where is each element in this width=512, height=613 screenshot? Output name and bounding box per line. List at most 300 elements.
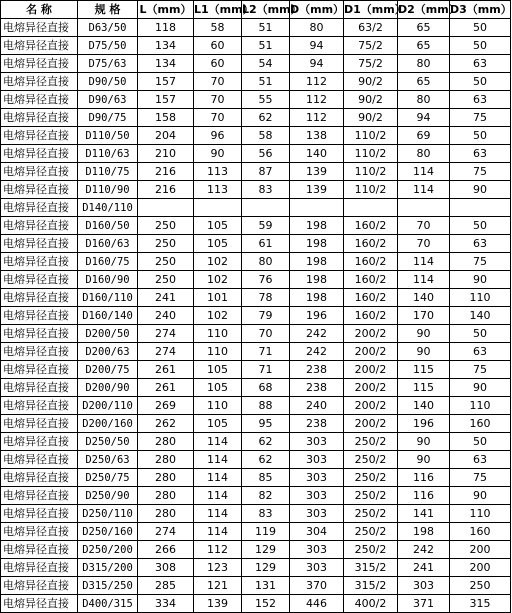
- cell-d: 198: [290, 253, 344, 271]
- cell-d: 242: [290, 343, 344, 361]
- table-row: [1, 361, 511, 379]
- cell-d3: 110: [450, 289, 511, 307]
- cell-d1: 200/2: [344, 379, 398, 397]
- cell-d: 139: [290, 181, 344, 199]
- table-row: [1, 487, 511, 505]
- cell-d: 112: [290, 91, 344, 109]
- cell-l2: 83: [242, 505, 290, 523]
- cell-d1: 110/2: [344, 145, 398, 163]
- cell-d3: 110: [450, 505, 511, 523]
- header-d3: D3（mm）: [450, 1, 511, 19]
- cell-d3: 90: [450, 379, 511, 397]
- cell-spec: D110/50: [78, 127, 138, 145]
- table-row: [1, 577, 511, 595]
- table-row: [1, 109, 511, 127]
- cell-name: 电熔异径直接: [1, 127, 78, 145]
- table-row: [1, 127, 511, 145]
- cell-l2: 54: [242, 55, 290, 73]
- cell-spec: D160/140: [78, 307, 138, 325]
- cell-spec: D110/90: [78, 181, 138, 199]
- cell-name: 电熔异径直接: [1, 577, 78, 595]
- cell-d2: 114: [398, 271, 450, 289]
- cell-l1: 90: [194, 145, 242, 163]
- table-row: [1, 505, 511, 523]
- cell-l: 269: [138, 397, 194, 415]
- cell-name: 电熔异径直接: [1, 343, 78, 361]
- cell-l1: 58: [194, 19, 242, 37]
- table-row: [1, 289, 511, 307]
- cell-d: 303: [290, 451, 344, 469]
- cell-d1: 315/2: [344, 577, 398, 595]
- cell-d: 303: [290, 433, 344, 451]
- cell-name: 电熔异径直接: [1, 505, 78, 523]
- cell-l2: 71: [242, 361, 290, 379]
- cell-name: 电熔异径直接: [1, 559, 78, 577]
- cell-d: 240: [290, 397, 344, 415]
- cell-l2: 62: [242, 433, 290, 451]
- cell-l1: 102: [194, 253, 242, 271]
- cell-d1: 250/2: [344, 541, 398, 559]
- header-d1: D1（mm）: [344, 1, 398, 19]
- cell-d1: 315/2: [344, 559, 398, 577]
- cell-l1: 113: [194, 181, 242, 199]
- cell-l: 250: [138, 253, 194, 271]
- cell-spec: D63/50: [78, 19, 138, 37]
- cell-spec: D75/50: [78, 37, 138, 55]
- cell-d1: 110/2: [344, 163, 398, 181]
- cell-l1: 114: [194, 451, 242, 469]
- table-row: [1, 145, 511, 163]
- cell-l2: 51: [242, 73, 290, 91]
- cell-d1: 160/2: [344, 271, 398, 289]
- cell-l2: 55: [242, 91, 290, 109]
- cell-d3: 200: [450, 559, 511, 577]
- cell-spec: D160/90: [78, 271, 138, 289]
- cell-l: 262: [138, 415, 194, 433]
- cell-d2: 242: [398, 541, 450, 559]
- cell-spec: D200/160: [78, 415, 138, 433]
- cell-l: 274: [138, 343, 194, 361]
- cell-d: 303: [290, 541, 344, 559]
- cell-l2: 68: [242, 379, 290, 397]
- cell-d2: 114: [398, 181, 450, 199]
- cell-spec: D160/63: [78, 235, 138, 253]
- cell-l: 216: [138, 163, 194, 181]
- table-row: [1, 19, 511, 37]
- table-row: [1, 235, 511, 253]
- cell-d3: 140: [450, 307, 511, 325]
- cell-spec: D200/110: [78, 397, 138, 415]
- cell-l1: 112: [194, 541, 242, 559]
- cell-d: 198: [290, 217, 344, 235]
- cell-l1: 114: [194, 487, 242, 505]
- cell-l2: 95: [242, 415, 290, 433]
- table-row: [1, 55, 511, 73]
- table-row: [1, 343, 511, 361]
- cell-l: 280: [138, 487, 194, 505]
- cell-l2: 83: [242, 181, 290, 199]
- cell-l: 157: [138, 91, 194, 109]
- cell-d1: 200/2: [344, 415, 398, 433]
- cell-l2: [242, 199, 290, 217]
- cell-d3: 63: [450, 451, 511, 469]
- cell-l1: 110: [194, 325, 242, 343]
- cell-l1: 114: [194, 469, 242, 487]
- cell-d1: 160/2: [344, 235, 398, 253]
- cell-l2: 51: [242, 37, 290, 55]
- cell-spec: D315/200: [78, 559, 138, 577]
- table-row: [1, 397, 511, 415]
- cell-d2: 115: [398, 361, 450, 379]
- cell-spec: D140/110: [78, 199, 138, 217]
- cell-d3: 160: [450, 523, 511, 541]
- cell-spec: D315/250: [78, 577, 138, 595]
- cell-d1: 200/2: [344, 397, 398, 415]
- cell-d1: 90/2: [344, 91, 398, 109]
- cell-l: 134: [138, 55, 194, 73]
- cell-l: 240: [138, 307, 194, 325]
- cell-d: 94: [290, 55, 344, 73]
- cell-name: 电熔异径直接: [1, 235, 78, 253]
- cell-l1: 105: [194, 379, 242, 397]
- cell-d3: 50: [450, 37, 511, 55]
- cell-d: 112: [290, 109, 344, 127]
- cell-d1: 200/2: [344, 325, 398, 343]
- cell-l: 266: [138, 541, 194, 559]
- table-row: [1, 433, 511, 451]
- table-row: [1, 523, 511, 541]
- cell-d3: 75: [450, 163, 511, 181]
- cell-name: 电熔异径直接: [1, 37, 78, 55]
- cell-d2: 114: [398, 253, 450, 271]
- cell-d1: 250/2: [344, 487, 398, 505]
- cell-d: 303: [290, 505, 344, 523]
- cell-d3: 63: [450, 55, 511, 73]
- cell-d: 370: [290, 577, 344, 595]
- cell-d2: 198: [398, 523, 450, 541]
- cell-l2: 79: [242, 307, 290, 325]
- cell-d1: 110/2: [344, 127, 398, 145]
- cell-l1: 102: [194, 307, 242, 325]
- cell-l2: 88: [242, 397, 290, 415]
- cell-l1: 60: [194, 37, 242, 55]
- cell-d3: 200: [450, 541, 511, 559]
- cell-l1: 101: [194, 289, 242, 307]
- cell-l2: 129: [242, 541, 290, 559]
- cell-d: 198: [290, 271, 344, 289]
- cell-name: 电熔异径直接: [1, 55, 78, 73]
- cell-l2: 59: [242, 217, 290, 235]
- cell-d: 303: [290, 469, 344, 487]
- cell-d1: 200/2: [344, 343, 398, 361]
- cell-l: 210: [138, 145, 194, 163]
- cell-l1: 113: [194, 163, 242, 181]
- cell-spec: D250/75: [78, 469, 138, 487]
- header-d: D（mm）: [290, 1, 344, 19]
- cell-d3: 50: [450, 325, 511, 343]
- cell-l: 216: [138, 181, 194, 199]
- cell-d2: 303: [398, 577, 450, 595]
- cell-d2: 140: [398, 397, 450, 415]
- cell-d: 242: [290, 325, 344, 343]
- cell-name: 电熔异径直接: [1, 199, 78, 217]
- cell-d1: 250/2: [344, 451, 398, 469]
- cell-d2: 140: [398, 289, 450, 307]
- cell-d2: 80: [398, 55, 450, 73]
- cell-d1: 110/2: [344, 181, 398, 199]
- header-row: [1, 1, 511, 19]
- cell-name: 电熔异径直接: [1, 415, 78, 433]
- cell-d2: 65: [398, 37, 450, 55]
- cell-d1: 75/2: [344, 55, 398, 73]
- cell-spec: D160/110: [78, 289, 138, 307]
- cell-d2: [398, 199, 450, 217]
- cell-l2: 61: [242, 235, 290, 253]
- cell-d3: 75: [450, 253, 511, 271]
- cell-l: 250: [138, 217, 194, 235]
- cell-l: 334: [138, 595, 194, 613]
- table-row: [1, 469, 511, 487]
- cell-d2: 70: [398, 217, 450, 235]
- cell-l1: 105: [194, 415, 242, 433]
- cell-name: 电熔异径直接: [1, 397, 78, 415]
- cell-d1: 160/2: [344, 217, 398, 235]
- header-name: 名 称: [1, 1, 78, 19]
- cell-d2: 90: [398, 325, 450, 343]
- cell-l1: 70: [194, 91, 242, 109]
- cell-l: 280: [138, 433, 194, 451]
- cell-d: [290, 199, 344, 217]
- cell-l: 158: [138, 109, 194, 127]
- cell-name: 电熔异径直接: [1, 451, 78, 469]
- cell-d: 112: [290, 73, 344, 91]
- cell-name: 电熔异径直接: [1, 469, 78, 487]
- cell-d2: 170: [398, 307, 450, 325]
- cell-spec: D250/50: [78, 433, 138, 451]
- cell-d1: 400/2: [344, 595, 398, 613]
- cell-l1: 121: [194, 577, 242, 595]
- cell-l1: [194, 199, 242, 217]
- cell-l2: 119: [242, 523, 290, 541]
- cell-l2: 71: [242, 343, 290, 361]
- cell-l1: 110: [194, 397, 242, 415]
- cell-l1: 105: [194, 361, 242, 379]
- cell-d2: 241: [398, 559, 450, 577]
- cell-l1: 105: [194, 217, 242, 235]
- cell-l: 250: [138, 271, 194, 289]
- cell-spec: D90/63: [78, 91, 138, 109]
- cell-name: 电熔异径直接: [1, 487, 78, 505]
- cell-d2: 116: [398, 487, 450, 505]
- cell-spec: D250/110: [78, 505, 138, 523]
- cell-l: 261: [138, 379, 194, 397]
- cell-l1: 102: [194, 271, 242, 289]
- cell-d2: 371: [398, 595, 450, 613]
- cell-d3: 50: [450, 127, 511, 145]
- cell-d3: 90: [450, 181, 511, 199]
- cell-l: 308: [138, 559, 194, 577]
- cell-d3: 250: [450, 577, 511, 595]
- cell-d: 196: [290, 307, 344, 325]
- cell-d2: 90: [398, 433, 450, 451]
- cell-l2: 129: [242, 559, 290, 577]
- cell-l: 274: [138, 523, 194, 541]
- cell-d2: 116: [398, 469, 450, 487]
- cell-l: 241: [138, 289, 194, 307]
- cell-d3: 160: [450, 415, 511, 433]
- cell-l: 280: [138, 451, 194, 469]
- header-d2: D2（mm）: [398, 1, 450, 19]
- cell-spec: D110/63: [78, 145, 138, 163]
- header-spec: 规 格: [78, 1, 138, 19]
- cell-l2: 80: [242, 253, 290, 271]
- cell-d2: 94: [398, 109, 450, 127]
- cell-l: 204: [138, 127, 194, 145]
- cell-d: 238: [290, 361, 344, 379]
- cell-l2: 87: [242, 163, 290, 181]
- cell-d3: 50: [450, 217, 511, 235]
- table-row: [1, 91, 511, 109]
- cell-l1: 114: [194, 433, 242, 451]
- cell-d2: 90: [398, 451, 450, 469]
- cell-d3: 315: [450, 595, 511, 613]
- cell-d1: [344, 199, 398, 217]
- cell-d1: 250/2: [344, 433, 398, 451]
- cell-d2: 80: [398, 91, 450, 109]
- cell-l1: 114: [194, 523, 242, 541]
- cell-l2: 56: [242, 145, 290, 163]
- cell-l1: 70: [194, 109, 242, 127]
- cell-l: 157: [138, 73, 194, 91]
- cell-l1: 123: [194, 559, 242, 577]
- cell-d1: 160/2: [344, 307, 398, 325]
- cell-d: 139: [290, 163, 344, 181]
- cell-d1: 250/2: [344, 505, 398, 523]
- cell-d3: 50: [450, 73, 511, 91]
- cell-d1: 160/2: [344, 253, 398, 271]
- cell-spec: D110/75: [78, 163, 138, 181]
- table-row: [1, 199, 511, 217]
- cell-d3: 63: [450, 145, 511, 163]
- cell-name: 电熔异径直接: [1, 541, 78, 559]
- cell-spec: D200/50: [78, 325, 138, 343]
- cell-l2: 62: [242, 451, 290, 469]
- table-row: [1, 37, 511, 55]
- cell-d2: 80: [398, 145, 450, 163]
- cell-name: 电熔异径直接: [1, 379, 78, 397]
- cell-name: 电熔异径直接: [1, 271, 78, 289]
- cell-d2: 65: [398, 73, 450, 91]
- cell-d2: 114: [398, 163, 450, 181]
- cell-name: 电熔异径直接: [1, 181, 78, 199]
- header-l2: L2（mm）: [242, 1, 290, 19]
- cell-l: 274: [138, 325, 194, 343]
- cell-l2: 85: [242, 469, 290, 487]
- table-row: [1, 415, 511, 433]
- cell-name: 电熔异径直接: [1, 289, 78, 307]
- cell-d1: 90/2: [344, 73, 398, 91]
- cell-d: 304: [290, 523, 344, 541]
- cell-l: 261: [138, 361, 194, 379]
- cell-d: 198: [290, 289, 344, 307]
- cell-d1: 250/2: [344, 523, 398, 541]
- table-row: [1, 451, 511, 469]
- cell-spec: D75/63: [78, 55, 138, 73]
- cell-d3: 75: [450, 361, 511, 379]
- table-row: [1, 559, 511, 577]
- cell-d1: 63/2: [344, 19, 398, 37]
- cell-d3: 90: [450, 271, 511, 289]
- cell-name: 电熔异径直接: [1, 325, 78, 343]
- cell-d: 303: [290, 559, 344, 577]
- cell-d3: 63: [450, 235, 511, 253]
- cell-l: 118: [138, 19, 194, 37]
- cell-d: 94: [290, 37, 344, 55]
- cell-d2: 70: [398, 235, 450, 253]
- cell-d: 446: [290, 595, 344, 613]
- cell-l2: 62: [242, 109, 290, 127]
- cell-d2: 65: [398, 19, 450, 37]
- cell-l1: 96: [194, 127, 242, 145]
- cell-d: 238: [290, 415, 344, 433]
- cell-d3: 63: [450, 91, 511, 109]
- table-row: [1, 181, 511, 199]
- cell-d: 140: [290, 145, 344, 163]
- cell-d1: 250/2: [344, 469, 398, 487]
- table-body: [1, 19, 511, 613]
- table-row: [1, 595, 511, 613]
- cell-d3: 63: [450, 343, 511, 361]
- cell-d2: 115: [398, 379, 450, 397]
- cell-d3: 75: [450, 109, 511, 127]
- cell-spec: D250/63: [78, 451, 138, 469]
- cell-l2: 78: [242, 289, 290, 307]
- table-row: [1, 253, 511, 271]
- cell-name: 电熔异径直接: [1, 433, 78, 451]
- cell-spec: D250/160: [78, 523, 138, 541]
- cell-spec: D200/90: [78, 379, 138, 397]
- cell-d2: 69: [398, 127, 450, 145]
- table-row: [1, 73, 511, 91]
- cell-l1: 110: [194, 343, 242, 361]
- cell-d: 80: [290, 19, 344, 37]
- cell-spec: D90/50: [78, 73, 138, 91]
- cell-l: 280: [138, 505, 194, 523]
- cell-name: 电熔异径直接: [1, 307, 78, 325]
- cell-l1: 105: [194, 235, 242, 253]
- table-row: [1, 379, 511, 397]
- cell-d3: 90: [450, 487, 511, 505]
- cell-name: 电熔异径直接: [1, 19, 78, 37]
- cell-name: 电熔异径直接: [1, 109, 78, 127]
- cell-l2: 152: [242, 595, 290, 613]
- table-row: [1, 307, 511, 325]
- cell-d3: 75: [450, 469, 511, 487]
- cell-l1: 60: [194, 55, 242, 73]
- cell-d1: 75/2: [344, 37, 398, 55]
- cell-spec: D90/75: [78, 109, 138, 127]
- table-row: [1, 163, 511, 181]
- cell-l: 285: [138, 577, 194, 595]
- cell-name: 电熔异径直接: [1, 163, 78, 181]
- cell-l2: 58: [242, 127, 290, 145]
- cell-spec: D250/200: [78, 541, 138, 559]
- cell-d3: [450, 199, 511, 217]
- table-row: [1, 271, 511, 289]
- cell-d2: 90: [398, 343, 450, 361]
- cell-l: 250: [138, 235, 194, 253]
- header-l1: L1（mm）: [194, 1, 242, 19]
